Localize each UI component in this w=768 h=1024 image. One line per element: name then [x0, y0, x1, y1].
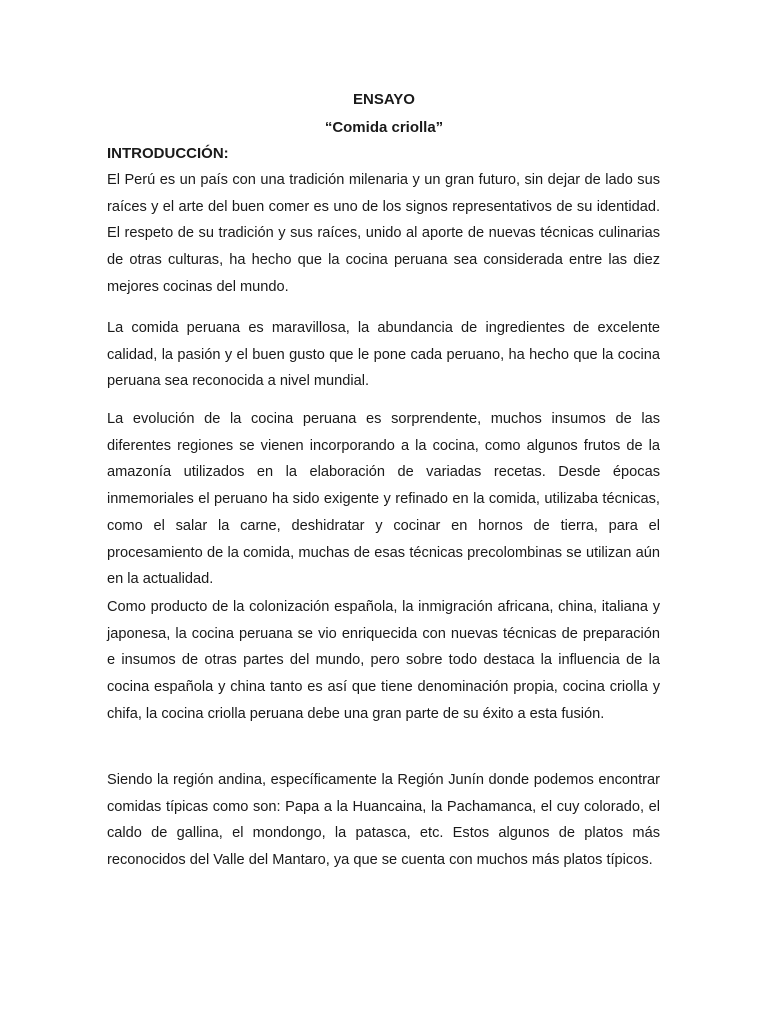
paragraph-2: La comida peruana es maravillosa, la abundancia de ingredientes de excelente calidad, la pasión y el buen gusto que le pone cada peruano, ha hecho que la cocina peruana sea reconocida a nivel mundial.: [107, 320, 660, 390]
paragraph-4: Como producto de la colonización española, la inmigración africana, china, italiana y japonesa, la cocina peruana se vio enriquecida con nuevas técnicas de preparación e insumos de otras partes del mundo, pero sobre todo destaca la influencia de la cocina española y china tanto es así que tiene denominación propia, cocina criolla y chifa, la cocina criolla peruana debe una gran parte de su éxito a esta fusión.: [107, 599, 660, 722]
paragraph-3: La evolución de la cocina peruana es sorprendente, muchos insumos de las diferentes regiones se vienen incorporando a la cocina, como algunos frutos de la amazonía utilizados en la elaboración de variadas recetas. Desde épocas inmemoriales el peruano ha sido exigente y refinado en la comida, utilizaba técnicas, como el salar la carne, deshidratar y cocinar en hornos de tierra, para el procesamiento de la comida, muchas de esas técnicas precolombinas se utilizan aún en la actualidad.: [107, 411, 660, 588]
section-heading-introduccion: INTRODUCCIÓN:: [107, 145, 229, 162]
paragraph-1: El Perú es un país con una tradición milenaria y un gran futuro, sin dejar de lado sus raíces y el arte del buen comer es uno de los signos representativos de su identidad. El respeto de su tradición y sus raíces, unido al aporte de nuevas técnicas culinarias de otras culturas, ha hecho que la cocina peruana sea considerada entre las diez mejores cocinas del mundo.: [107, 172, 660, 295]
document-subtitle: “Comida criolla”: [324, 119, 444, 136]
document-title: ENSAYO: [353, 91, 415, 108]
paragraph-5: Siendo la región andina, específicamente la Región Junín donde podemos encontrar comidas típicas como son: Papa a la Huancaina, la Pachamanca, el cuy colorado, el caldo de gallina, el mondongo, la patasca, etc. Estos algunos de platos más reconocidos del Valle del Mantaro, ya que se cuenta con muchos más platos típicos.: [107, 772, 660, 869]
